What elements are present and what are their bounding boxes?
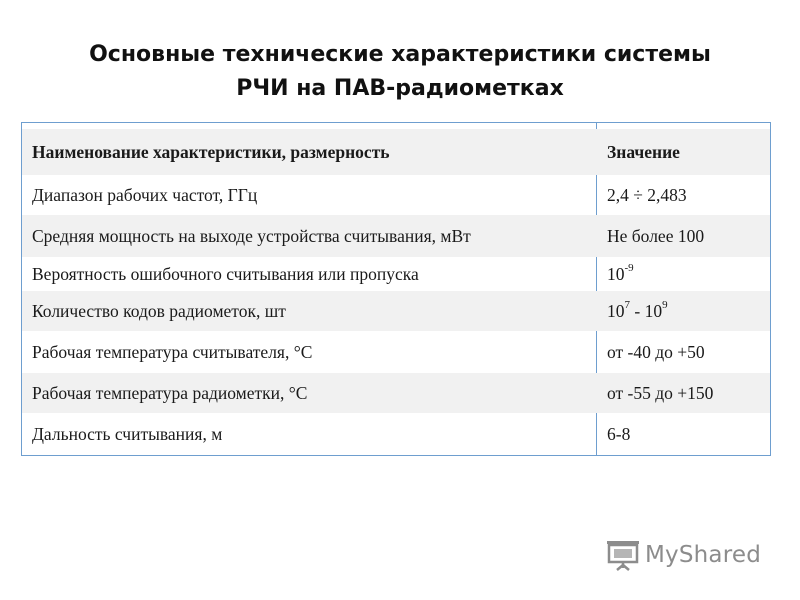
row-value-cell: 2,4 ÷ 2,483 — [607, 184, 687, 205]
row-value-cell: 6-8 — [607, 423, 631, 444]
table-row — [22, 257, 770, 291]
row-name-cell: Диапазон рабочих частот, ГГц — [32, 184, 258, 205]
table-row — [22, 215, 770, 257]
table-header-row — [22, 129, 770, 175]
row-value-cell: Не более 100 — [607, 225, 705, 246]
table-row — [22, 331, 770, 373]
row-value-cell: 10 $^7$ - 10 $^9$ — [607, 299, 668, 321]
row-value-cell: 10 $^{-9}$ — [607, 262, 634, 284]
myshared-logo — [606, 537, 766, 573]
value-base-2: 10 — [644, 300, 663, 321]
table-row — [22, 175, 770, 215]
table-row — [22, 373, 770, 413]
specs-table — [21, 122, 771, 456]
row-name-cell: Вероятность ошибочного считывания или пропуска — [32, 263, 419, 284]
value-base: 10 — [607, 263, 625, 284]
value-separator: - — [630, 300, 645, 321]
header-name-cell: Наименование характеристики, размерность — [32, 141, 390, 162]
logo-text: MyShared — [645, 542, 762, 568]
row-value-cell: от -40 до +50 — [607, 341, 705, 362]
row-value-cell: от -55 до +150 — [607, 382, 714, 403]
row-name-cell: Рабочая температура считывателя, °С — [32, 341, 313, 362]
row-name-cell: Количество кодов радиометок, шт — [32, 300, 286, 321]
presentation-board-icon — [606, 539, 640, 571]
title-line-2: РЧИ на ПАВ-радиометках — [236, 76, 564, 101]
table-row — [22, 291, 770, 331]
row-name-cell: Дальность считывания, м — [32, 423, 223, 444]
row-name-cell: Рабочая температура радиометки, °С — [32, 382, 308, 403]
header-value-cell: Значение — [607, 141, 680, 162]
page-title — [0, 38, 800, 106]
table-row — [22, 413, 770, 455]
title-line-1: Основные технические характеристики системы — [89, 42, 711, 67]
value-base-1: 10 — [607, 300, 625, 321]
row-name-cell: Средняя мощность на выходе устройства считывания, мВт — [32, 225, 471, 246]
